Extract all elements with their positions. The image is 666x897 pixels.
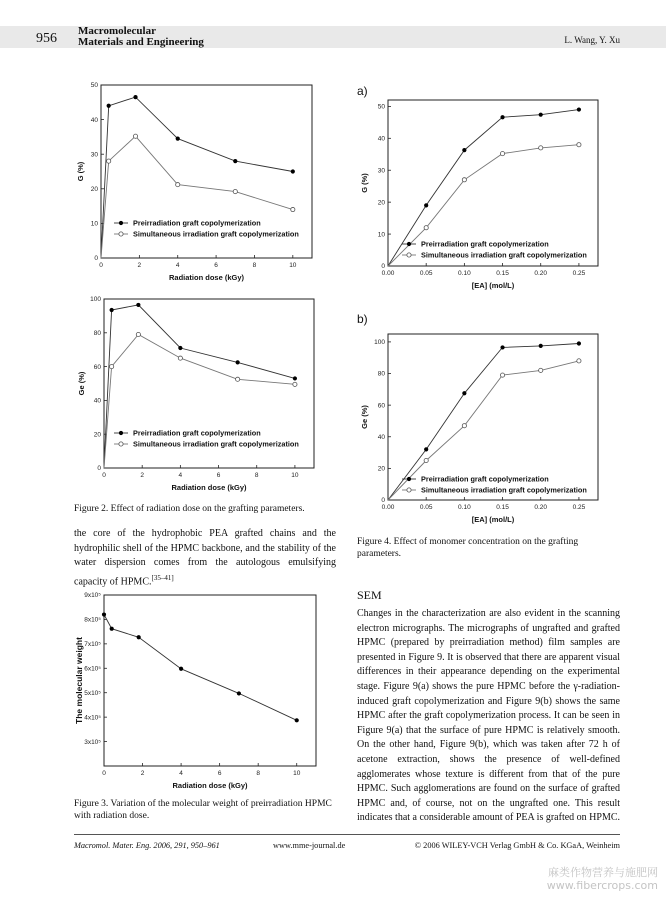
data-point [500,152,504,156]
y-tick-label: 20 [377,199,385,207]
y-tick-label: 7x10⁵ [84,641,101,649]
x-axis-label: Radiation dose (kGy) [172,781,248,790]
data-point [462,391,466,395]
data-point [500,373,504,377]
y-axis-label: Ge (%) [360,405,369,429]
y-tick-label: 20 [377,465,385,473]
journal-name-line2: Materials and Engineering [78,36,204,48]
legend-marker [407,477,411,481]
data-point [179,667,183,671]
y-tick-label: 60 [93,363,101,371]
y-tick-label: 9x10⁵ [84,592,101,600]
data-point [110,308,114,312]
legend-label: Preirradiation graft copolymerization [133,428,261,438]
figure4b-chart [357,328,619,528]
data-point [500,345,504,349]
legend-label: Simultaneous irradiation graft copolymerization [133,439,299,449]
data-point [133,95,137,99]
data-point [110,365,114,369]
data-point [462,148,466,152]
footer-url: www.mme-journal.de [273,841,346,850]
x-axis-label: [EA] (mol/L) [471,281,515,290]
data-point [107,159,111,163]
legend-label: Simultaneous irradiation graft copolymerization [133,229,299,239]
y-tick-label: 0 [94,255,98,263]
x-tick-label: 2 [140,770,145,777]
left-paragraph-citation: [35–41] [151,573,174,582]
data-point [178,346,182,350]
x-tick-label: 0.20 [534,504,548,511]
y-tick-label: 100 [90,296,101,304]
footer-citation: Macromol. Mater. Eng. 2006, 291, 950–961 [74,841,220,850]
journal-name [78,26,204,48]
y-tick-label: 3x10⁵ [84,738,101,746]
y-axis-label: G (%) [76,161,85,182]
y-tick-label: 60 [377,402,385,410]
x-tick-label: 8 [252,262,257,269]
y-tick-label: 30 [377,167,385,175]
data-point [500,115,504,119]
figure4-panel-a-label: a) [357,84,368,98]
data-point [424,226,428,230]
y-tick-label: 40 [377,433,385,441]
x-tick-label: 0.15 [496,270,509,277]
figure2-caption: Figure 2. Effect of radiation dose on the grafting parameters. [74,504,305,514]
legend-marker [119,431,123,435]
y-tick-label: 40 [93,397,101,405]
x-axis-label: Radiation dose (kGy) [168,273,245,282]
legend-marker [407,242,411,246]
data-point [295,718,299,722]
data-point [107,104,111,108]
x-tick-label: 6 [217,770,222,777]
footer-rule [74,834,620,835]
x-tick-label: 4 [178,472,183,479]
figure3-caption: Figure 3. Variation of the molecular weight of preirradiation HPMC with radiation dose. [74,799,332,821]
x-tick-label: 10 [291,472,299,479]
x-tick-label: 10 [289,262,297,269]
figure2-top-chart [74,78,336,288]
data-point [133,134,137,138]
y-tick-label: 0 [381,263,385,271]
x-axis-label: Radiation dose (kGy) [171,483,247,492]
data-point [291,169,295,173]
x-tick-label: 0.10 [458,504,471,511]
data-point [236,360,240,364]
figure3-chart [74,588,336,792]
running-authors: L. Wang, Y. Xu [564,35,620,45]
y-tick-label: 80 [93,330,101,337]
legend-label: Preirradiation graft copolymerization [421,474,549,484]
data-point [424,447,428,451]
data-point [539,368,543,372]
legend-label: Simultaneous irradiation graft copolymerization [421,250,587,260]
data-point [462,424,466,428]
data-point [237,691,241,695]
x-tick-label: 8 [256,770,260,777]
data-point [577,107,581,111]
data-point [539,344,543,348]
data-point [110,627,114,631]
y-tick-label: 0 [97,465,101,473]
y-tick-label: 40 [90,116,98,124]
data-point [539,113,543,117]
y-axis-label: G (%) [360,173,369,193]
x-tick-label: 0.05 [419,504,433,511]
data-point [137,635,141,639]
data-point [178,356,182,360]
data-point [233,159,237,163]
legend-marker [407,488,411,492]
figure4-caption: Figure 4. Effect of monomer concentration on the grafting parameters. [357,537,579,559]
data-point [577,359,581,363]
figure2-bottom-chart [74,292,336,498]
data-point [462,178,466,182]
x-tick-label: 10 [293,770,301,777]
x-tick-label: 0 [102,472,106,479]
watermark-line1: 麻类作物营养与施肥网 [548,866,658,879]
series-line [104,615,297,721]
figure4a-chart [357,94,619,294]
y-axis-label: The molecular weight [74,637,84,724]
data-point [176,183,180,187]
legend-marker [119,221,123,225]
x-axis-label: [EA] (mol/L) [471,515,515,524]
data-point [424,458,428,462]
plot-frame [104,595,316,766]
legend-marker [119,442,123,446]
y-tick-label: 40 [377,135,385,143]
x-tick-label: 0 [102,770,106,777]
x-tick-label: 6 [216,472,221,479]
legend-label: Preirradiation graft copolymerization [421,239,549,249]
data-point [102,612,106,616]
x-tick-label: 6 [214,262,218,269]
sem-paragraph [357,607,620,826]
x-tick-label: 0.25 [572,504,586,511]
x-tick-label: 4 [175,262,180,269]
data-point [176,137,180,141]
x-tick-label: 0 [99,262,103,269]
x-tick-label: 0.25 [572,270,586,277]
x-tick-label: 8 [254,472,259,479]
y-tick-label: 0 [381,497,385,505]
x-tick-label: 0.20 [534,270,548,277]
y-tick-label: 80 [377,370,385,378]
sem-heading: SEM [357,588,382,602]
y-tick-label: 50 [377,103,385,111]
data-point [291,207,295,211]
y-tick-label: 10 [377,231,385,239]
y-tick-label: 8x10⁵ [84,616,101,624]
y-axis-label: Ge (%) [77,371,86,396]
legend-label: Preirradiation graft copolymerization [133,218,261,228]
y-tick-label: 50 [90,82,98,90]
figure4-panel-b-label: b) [357,312,368,326]
legend-marker [119,232,123,236]
x-tick-label: 0.00 [381,504,395,511]
data-point [577,341,581,345]
data-point [539,146,543,150]
x-tick-label: 0.05 [419,270,433,277]
y-tick-label: 4x10⁵ [84,714,101,722]
data-point [233,189,237,193]
y-tick-label: 5x10⁵ [84,689,101,697]
left-paragraph [74,527,336,590]
y-tick-label: 20 [90,186,98,193]
page-number: 956 [36,31,57,46]
y-tick-label: 10 [90,220,98,228]
footer-copyright: © 2006 WILEY-VCH Verlag GmbH & Co. KGaA, Weinheim [414,841,620,850]
x-tick-label: 0.10 [458,270,471,277]
data-point [577,143,581,147]
data-point [293,376,297,380]
data-point [236,377,240,381]
data-point [136,332,140,336]
x-tick-label: 0.00 [381,270,395,277]
legend-label: Simultaneous irradiation graft copolymerization [421,485,587,495]
data-point [293,382,297,386]
x-tick-label: 2 [137,262,142,269]
legend-marker [407,253,411,257]
sem-paragraph-text: Changes in the characterization are also evident in the scanning electron micrographs. The micrographs of ungrafted and grafted HPMC (prepared by preirradiation method) film samples are presented in Figure 9. It is observed that there are apparent visual differences in their appearance depending on the experimental stage. Figure 9(a) shows the pure HPMC before the γ-radiation-induced graft copolymerization and Figure 9(b) shows the same HPMC after the graft copolymerization process. It can be seen in Figure 9(a) that the surface of pure HPMC is relatively smooth. On the other hand, Figure 9(b), which was taken after 72 h of acetone extraction, shows the presence of well-defined agglomerates whose texture is different from that of the pure HPMC. Such agglomerations are found on the surface of grafted HPMC and, of course, not on the ungrafted one. This result indicates that a considerable amount of PEA is grafted on HPMC. [357,608,621,824]
left-paragraph-text: the core of the hydrophobic PEA grafted chains and the hydrophilic shell of the HPMC backbone, and the stability of the water dispersion comes from the autologous emulsifying capacity of HPMC. [74,528,336,588]
y-tick-label: 30 [90,151,98,159]
watermark-line2: www.fibercrops.com [546,879,658,892]
data-point [424,203,428,207]
journal-name-line1: Macromolecular [78,25,156,37]
y-tick-label: 20 [93,431,101,439]
series-line [101,136,293,258]
x-tick-label: 4 [179,770,183,777]
y-tick-label: 100 [374,339,385,347]
data-point [136,303,140,307]
y-tick-label: 6x10⁵ [84,665,101,673]
x-tick-label: 0.15 [496,504,509,511]
x-tick-label: 2 [140,472,144,479]
